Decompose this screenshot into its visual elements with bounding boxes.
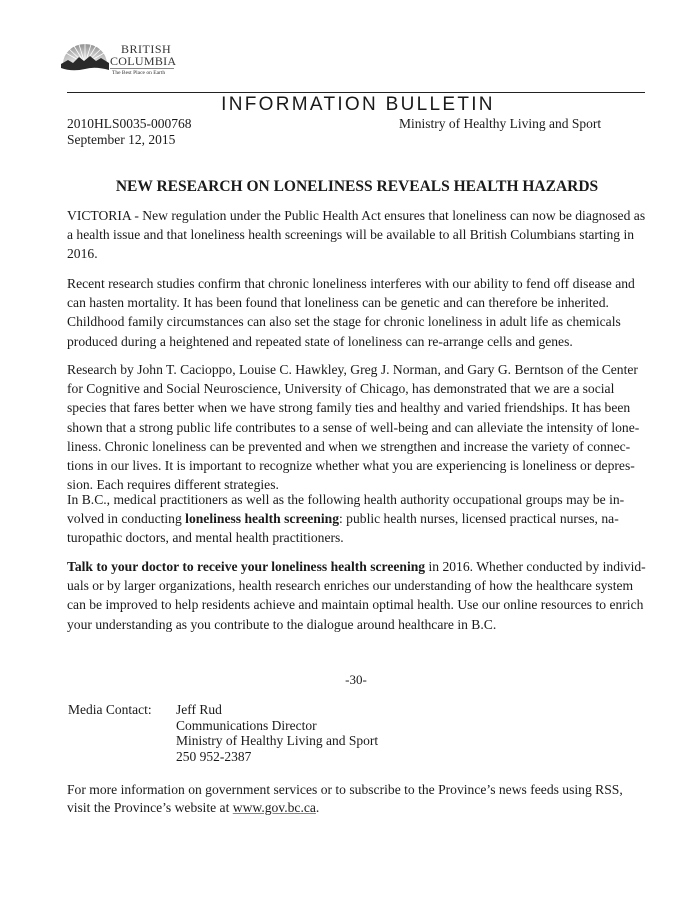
paragraph-call-to-action bbox=[67, 557, 647, 634]
contact-ministry: Ministry of Healthy Living and Sport bbox=[176, 733, 379, 749]
header-divider bbox=[67, 92, 645, 93]
text-span: : public health nurses, licensed practical nurses, naturopathic doctors, and mental health practitioners. bbox=[67, 511, 619, 546]
footer-text-end: . bbox=[315, 800, 320, 815]
text-span: in 2016. Whether conducted by individuals or by larger organizations, health research enriches our understanding of how the healthcare system can be improved to help residents achieve and maintain optimal health. Use our online resources to enrich your understanding as you contribute to the dialogue around healthcare in B.C. bbox=[67, 559, 646, 632]
end-mark: -30- bbox=[345, 672, 367, 687]
sun-mountain-icon bbox=[60, 42, 110, 74]
bc-logo bbox=[60, 38, 190, 86]
media-contact-details bbox=[176, 702, 378, 765]
bulletin-id: 2010HLS0035-000768 bbox=[67, 116, 192, 131]
footer-info bbox=[67, 781, 647, 817]
footer-text: For more information on government services or to subscribe to the Province’s news feeds using RSS, visit the Province’s website at bbox=[67, 782, 623, 815]
contact-title: Communications Director bbox=[176, 717, 317, 733]
bulletin-ministry: Ministry of Healthy Living and Sport bbox=[399, 116, 602, 131]
paragraph-text bbox=[67, 490, 647, 548]
logo-wordmark bbox=[110, 44, 176, 77]
paragraph-research bbox=[67, 274, 647, 351]
bold-call-to-action: Talk to your doctor to receive your loneliness health screening bbox=[67, 559, 426, 574]
logo-line-columbia: COLUMBIA bbox=[110, 54, 177, 68]
paragraph-text bbox=[67, 557, 647, 634]
bulletin-title: INFORMATION BULLETIN bbox=[221, 94, 495, 115]
logo-tagline: The Best Place on Earth bbox=[110, 68, 174, 77]
bulletin-date: September 12, 2015 bbox=[67, 132, 176, 147]
paragraph-text: VICTORIA - New regulation under the Public Health Act ensures that loneliness can now be diagnosed as a health issue and that loneliness health screenings will be available to all British Columbians starting in 2016. bbox=[67, 208, 646, 262]
headline: NEW RESEARCH ON LONELINESS REVEALS HEALTH HAZARDS bbox=[115, 178, 599, 195]
paragraph-intro bbox=[67, 206, 647, 264]
gov-website-link[interactable]: www.gov.bc.ca bbox=[232, 800, 316, 815]
bold-term: loneliness health screening bbox=[185, 511, 339, 527]
text-span: In B.C., medical practitioners as well as the following health authority occupational groups may be involved in conducting bbox=[67, 492, 625, 527]
paragraph-text: Recent research studies confirm that chronic loneliness interferes with our ability to fend off disease and can hasten mortality. It has been found that loneliness can be genetic and can therefore be inherited. Childhood family circumstances can also set the stage for chronic loneliness in adult life as chemicals produced during a heightened and repeated state of loneliness can re-arrange cells and genes. bbox=[67, 276, 635, 349]
contact-name: Jeff Rud bbox=[176, 702, 222, 717]
paragraph-practitioners bbox=[67, 490, 647, 548]
contact-phone: 250 952-2387 bbox=[176, 749, 252, 765]
paragraph-text: Research by John T. Cacioppo, Louise C. Hawkley, Greg J. Norman, and Gary G. Berntson of the Center for Cognitive and Social Neuroscience, University of Chicago, has demonstrated that we are a social species that fares better when we have strong family ties and healthy and varied friendships. It has been shown that a strong public life contributes to a sense of well-being and can alleviate the intensity of loneliness. Chronic loneliness can be prevented and when we strengthen and increase the variety of connections in our lives. It is important to recognize whether what you are experiencing is loneliness or depression. Each requires different strategies. bbox=[67, 362, 640, 493]
logo-line-british: BRITISH bbox=[121, 42, 172, 56]
paragraph-chicago-research bbox=[67, 360, 647, 494]
media-contact-label: Media Contact: bbox=[68, 702, 152, 717]
